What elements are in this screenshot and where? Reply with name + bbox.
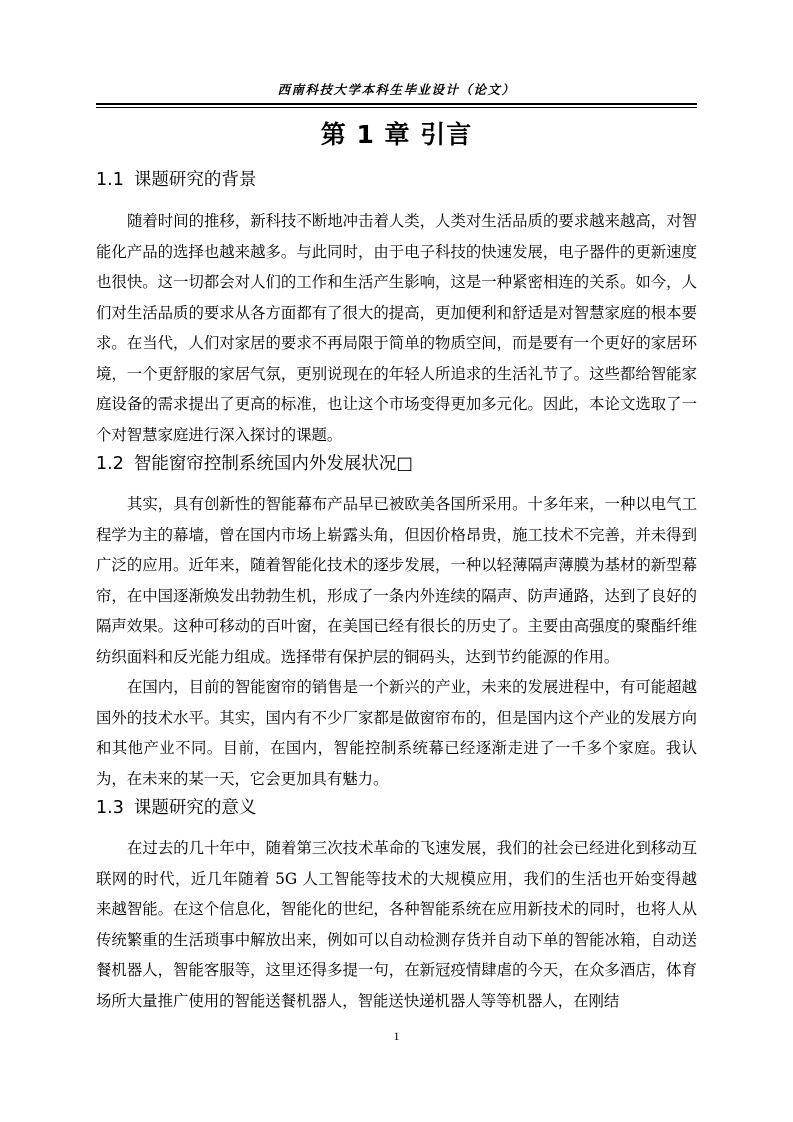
running-header: 西南科技大学本科生毕业设计（论文） [277,82,516,97]
chapter-title: 第 1 章 引言 [320,120,473,149]
section-heading-1-2 [96,451,697,477]
section-heading-1-1 [96,167,697,193]
header-rule-thick [96,103,697,105]
header-rule-thin [96,107,697,108]
paragraph: 在过去的几十年中，随着第三次技术革命的飞速发展，我们的社会已经进化到移动互联网的时代，近几年随着 5G 人工智能等技术的大规模应用，我们的生活也开始变得越来越智能。在这个信息化，智能化的世纪，各种智能系统在应用新技术的同时，也将人从传统繁重的生活琐事中解放出来，例如可以自动检测存货并自动下单的智能冰箱，自动送餐机器人，智能客服等，这里还得多提一句，在新冠疫情肆虐的今天，在众多酒店，体育场所大量推广使用的智能送餐机器人，智能送快递机器人等等机器人，在刚结 [96,839,697,1010]
paragraph: 随着时间的推移，新科技不断地冲击着人类，人类对生活品质的要求越来越高，对智能化产品的选择也越来越多。与此同时，由于电子科技的快速发展，电子器件的更新速度也很快。这一切都会对人们的工作和生活产生影响，这是一种紧密相连的关系。如今，人们对生活品质的要求从各方面都有了很大的提高，更加便利和舒适是对智慧家庭的根本要求。在当代，人们对家居的要求不再局限于简单的物质空间，而是要有一个更好的家居环境，一个更舒服的家居气氛，更别说现在的年轻人所追求的生活礼节了。这些都给智能家庭设备的需求提出了更高的标准，也让这个市场变得更加多元化。因此，本论文选取了一个对智慧家庭进行深入探讨的课题。 [96,212,697,444]
section-number: 1.3 [96,798,124,818]
section-number: 1.2 [96,454,124,474]
section-title: 课题研究的意义 [133,798,257,818]
paragraph: 其实，具有创新性的智能幕布产品早已被欧美各国所采用。十多年来，一种以电气工程学为主的幕墙，曾在国内市场上崭露头角，但因价格昂贵，施工技术不完善，并未得到广泛的应用。近年来，随着智能化技术的逐步发展，一种以轻薄隔声薄膜为基材的新型幕帘，在中国逐渐焕发出勃勃生机，形成了一条内外连续的隔声、防声通路，达到了良好的隔声效果。这种可移动的百叶窗，在美国已经有很长的历史了。主要由高强度的聚酯纤维纺织面料和反光能力组成。选择带有保护层的铜码头，达到节约能源的作用。 [96,495,697,666]
section-title: 智能窗帘控制系统国内外发展状况□ [133,454,413,474]
paragraph: 在国内，目前的智能窗帘的销售是一个新兴的产业，未来的发展进程中，有可能超越国外的技术水平。其实，国内有不少厂家都是做窗帘布的，但是国内这个产业的发展方向和其他产业不同。目前，在国内，智能控制系统幕已经逐渐走进了一千多个家庭。我认为，在未来的某一天，它会更加具有魅力。 [96,678,697,788]
section-title: 课题研究的背景 [133,170,257,190]
section-number: 1.1 [96,170,124,190]
page-number: 1 [393,1029,400,1043]
section-heading-1-3 [96,795,697,821]
